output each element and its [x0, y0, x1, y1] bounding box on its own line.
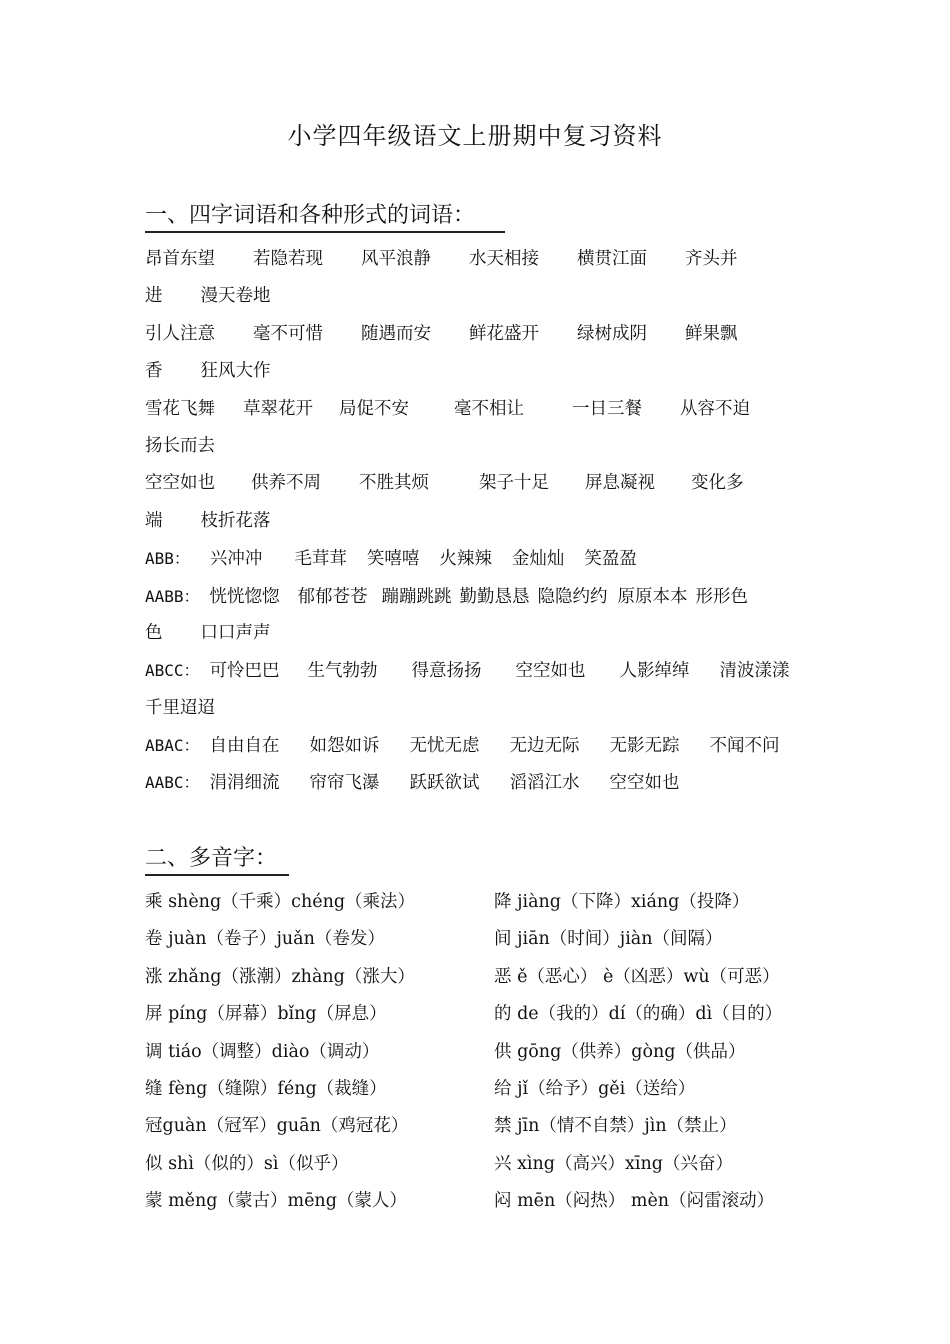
word-item: 横贯江面	[577, 249, 647, 269]
word-pattern-label: AABB：	[145, 586, 200, 606]
word-line	[145, 353, 810, 390]
word-line	[145, 428, 810, 465]
word-item: 空空如也	[145, 473, 215, 494]
word-item: 色	[145, 622, 163, 643]
page-title: 小学四年级语文上册期中复习资料	[287, 122, 663, 150]
polyphone-entry: 涨 zhǎng（涨潮）zhàng（涨大）	[145, 966, 415, 987]
word-item: 屏息凝视	[585, 473, 655, 494]
word-item: 生气勃勃	[307, 661, 378, 682]
word-item: 形形色	[695, 586, 749, 607]
word-item: 空空如也	[515, 661, 586, 682]
polyphone-entry: 缝 fèng（缝隙）féng（裁缝）	[145, 1078, 387, 1099]
word-item: 绿树成阴	[577, 323, 647, 344]
polyphone-entry: 蒙 měng（蒙古）mēng（蒙人）	[145, 1191, 407, 1212]
word-item: 笑盈盈	[584, 549, 637, 570]
idiom-word-list	[145, 241, 810, 802]
word-item: 勤勤恳恳	[459, 586, 530, 607]
word-item: 千里迢迢	[145, 697, 215, 718]
word-item: 一日三餐	[572, 398, 642, 419]
word-item: 帘帘飞瀑	[309, 773, 380, 794]
polyphone-entry: 给 jǐ（给予）gěi（送给）	[494, 1078, 696, 1099]
word-item: 不胜其烦	[359, 473, 429, 494]
word-item: 局促不安	[339, 398, 409, 419]
word-line	[145, 540, 810, 577]
word-item: 端	[145, 510, 163, 531]
word-item: 漫天卷地	[200, 286, 271, 307]
word-item: 狂风大作	[200, 361, 271, 382]
word-item: 不闻不问	[709, 736, 780, 757]
polyphone-entry: 乘 shèng（千乘）chéng（乘法）	[145, 892, 416, 912]
polyphone-list-left	[145, 884, 475, 1221]
word-item: 引人注意	[145, 323, 215, 344]
word-item: 原原本本	[617, 586, 688, 607]
word-item: 枝折花落	[200, 510, 271, 531]
word-line	[145, 764, 810, 801]
polyphone-entry: 降 jiàng（下降）xiáng（投降）	[494, 892, 750, 912]
word-item: 人影绰绰	[619, 661, 690, 682]
word-item: 毫不相让	[454, 398, 524, 419]
word-pattern-label: ABCC：	[145, 661, 200, 681]
polyphone-entry: 调 tiáo（调整）diào（调动）	[145, 1041, 380, 1062]
word-pattern-label: ABB：	[145, 549, 190, 569]
word-item: 水天相接	[469, 249, 539, 269]
word-item: 郁郁苍苍	[297, 586, 368, 607]
polyphone-entry: 兴 xìng（高兴）xīng（兴奋）	[494, 1153, 733, 1174]
word-item: 金灿灿	[511, 549, 565, 570]
word-item: 口口声声	[200, 622, 271, 643]
word-item: 跃跃欲试	[409, 773, 480, 794]
word-item: 无影无踪	[609, 736, 680, 757]
word-item: 从容不迫	[680, 398, 750, 419]
word-line	[145, 241, 810, 278]
word-item: 滔滔江水	[509, 773, 580, 794]
word-line	[145, 278, 810, 315]
word-item: 进	[145, 286, 163, 307]
word-item: 可怜巴巴	[209, 661, 280, 682]
word-item: 如怨如诉	[309, 736, 380, 757]
word-item: 自由自在	[209, 736, 280, 757]
word-line	[145, 465, 810, 502]
word-item: 笑嘻嘻	[366, 549, 420, 570]
polyphone-entry: 恶 ě（恶心） è（凶恶）wù（可恶）	[494, 966, 780, 987]
word-item: 隐隐约约	[537, 586, 608, 607]
word-item: 架子十足	[479, 473, 549, 494]
word-item: 毫不可惜	[253, 323, 323, 344]
word-line	[145, 652, 810, 689]
word-item: 香	[145, 361, 163, 382]
word-pattern-label: ABAC：	[145, 736, 200, 756]
polyphone-entry: 间 jiān（时间）jiàn（间隔）	[494, 929, 723, 950]
word-item: 扬长而去	[145, 435, 215, 456]
word-item: 得意扬扬	[411, 661, 482, 682]
word-item: 无边无际	[509, 736, 580, 757]
word-item: 若隐若现	[253, 249, 323, 269]
section-heading-idioms: 一、四字词语和各种形式的词语：	[145, 198, 505, 233]
word-item: 蹦蹦跳跳	[381, 586, 452, 607]
word-item: 兴冲冲	[209, 549, 263, 570]
polyphone-entry: 似 shì（似的）sì（似乎）	[145, 1153, 349, 1174]
word-item: 清波漾漾	[719, 661, 790, 682]
word-item: 齐头并	[685, 249, 738, 269]
polyphone-entry: 闷 mēn（闷热） mèn（闷雷滚动）	[494, 1191, 775, 1212]
word-item: 草翠花开	[243, 398, 313, 419]
word-line	[145, 503, 810, 540]
word-item: 鲜果飘	[685, 323, 738, 344]
polyphone-entry: 的 de（我的）dí（的确）dì（目的）	[494, 1004, 783, 1025]
word-item: 毛茸茸	[294, 549, 347, 570]
polyphone-entry: 冠guàn（冠军）guān（鸡冠花）	[145, 1116, 409, 1137]
word-item: 涓涓细流	[209, 773, 280, 794]
word-line	[145, 690, 810, 727]
word-item: 随遇而安	[361, 323, 431, 344]
word-pattern-label: AABC：	[145, 773, 200, 793]
polyphone-list-right	[494, 884, 824, 1221]
polyphone-entry: 屏 píng（屏幕）bǐng（屏息）	[145, 1004, 387, 1025]
word-item: 供养不周	[251, 473, 321, 494]
word-item: 鲜花盛开	[469, 323, 539, 344]
word-item: 无忧无虑	[409, 736, 480, 757]
word-item: 变化多	[691, 473, 744, 494]
word-item: 恍恍惚惚	[209, 586, 280, 607]
word-line	[145, 727, 810, 764]
word-line	[145, 391, 810, 428]
word-item: 昂首东望	[145, 249, 215, 269]
polyphone-entry: 禁 jīn（情不自禁）jìn（禁止）	[494, 1116, 737, 1137]
word-item: 火辣辣	[439, 549, 492, 570]
section-heading-polyphones: 二、多音字：	[145, 841, 289, 876]
word-line	[145, 316, 810, 353]
polyphone-entry: 供 gōng（供养）gòng（供品）	[494, 1041, 746, 1062]
word-item: 雪花飞舞	[145, 398, 215, 419]
word-line	[145, 578, 810, 615]
word-line	[145, 615, 810, 652]
word-item: 空空如也	[609, 773, 680, 794]
polyphone-entry: 卷 juàn（卷子）juǎn（卷发）	[145, 929, 385, 950]
word-item: 风平浪静	[361, 249, 431, 269]
